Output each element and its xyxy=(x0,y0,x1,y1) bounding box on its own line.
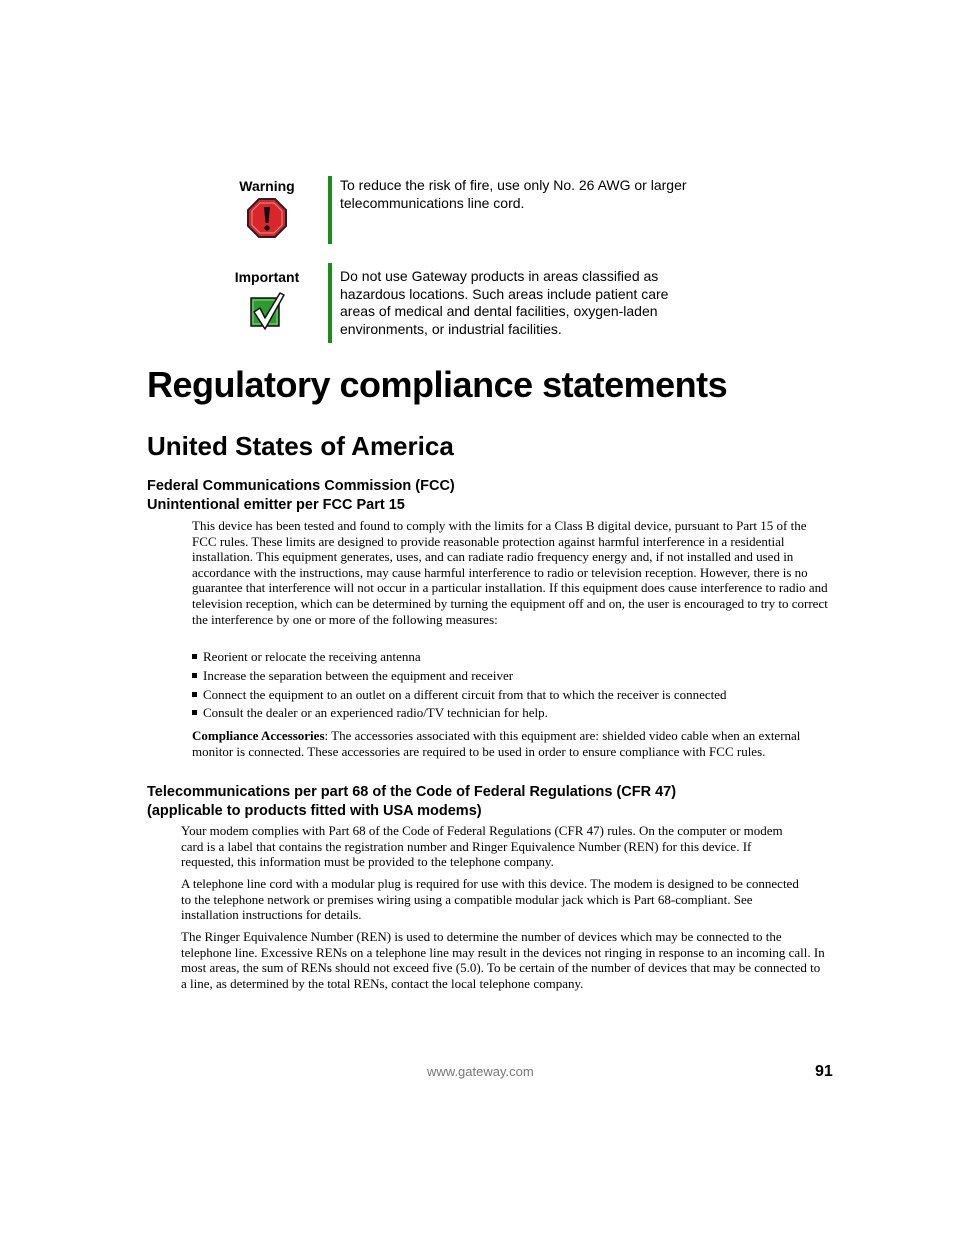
bullet-square-icon xyxy=(192,654,197,659)
telecom-heading-line2: (applicable to products fitted with USA modems) xyxy=(147,803,482,819)
telecom-para-1: Your modem complies with Part 68 of the Code of Federal Regulations (CFR 47) rules. On the computer or modem card is a label that contains the registration number and Ringer Equivalence Number (REN) for this device. If requested, this information must be provided to the telephone company. xyxy=(181,823,783,870)
compliance-accessories-label: Compliance Accessories xyxy=(192,728,325,743)
compliance-accessories xyxy=(192,728,817,759)
warning-stop-icon xyxy=(247,198,287,238)
fcc-heading-line2: Unintentional emitter per FCC Part 15 xyxy=(147,497,405,513)
telecom-heading-line1: Telecommunications per part 68 of the Code of Federal Regulations (CFR 47) xyxy=(147,784,677,800)
list-item-text: Increase the separation between the equipment and receiver xyxy=(203,667,514,683)
bullet-square-icon xyxy=(192,673,197,678)
bullet-square-icon xyxy=(192,692,197,697)
telecom-para-2: A telephone line cord with a modular plug is required for use with this device. The modem is designed to be connected to the telephone network or premises wiring using a compatible modular jack which is Part 68-compliant. See installation instructions for details. xyxy=(181,876,799,923)
list-item xyxy=(192,648,727,667)
compliance-accessories-text: : The accessories associated with this equipment are: shielded video cable when an external monitor is connected. These accessories are required to be used in order to ensure compliance with FCC rules. xyxy=(192,728,801,759)
fcc-measures-list xyxy=(192,648,727,723)
list-item-text: Reorient or relocate the receiving antenna xyxy=(203,649,421,664)
important-text: Do not use Gateway products in areas classified as hazardous locations. Such areas include patient care areas of medical and dental facilities, oxygen-laden environments, or industrial facilities. xyxy=(340,268,669,337)
telecom-heading xyxy=(147,783,676,821)
important-notice xyxy=(230,263,830,345)
bullet-square-icon xyxy=(192,710,197,715)
checkmark-icon xyxy=(247,291,287,331)
list-item-text: Connect the equipment to an outlet on a different circuit from that to which the receiver is connected xyxy=(203,686,727,702)
list-item xyxy=(192,686,727,705)
fcc-body: This device has been tested and found to comply with the limits for a Class B digital device, pursuant to Part 15 of the FCC rules. These limits are designed to provide reasonable protection against harmful interference in a residential installation. This equipment generates, uses, and can radiate radio frequency energy and, if not installed and used in accordance with the instructions, may cause harmful interference to radio or television reception. However, there is no guarantee that interference will not occur in a particular installation. If this equipment does cause interference to radio and television reception, which can be determined by turning the equipment off and on, the user is encouraged to try to correct the interference by one or more of the following measures: xyxy=(192,518,828,627)
important-divider xyxy=(328,263,332,343)
warning-label: Warning xyxy=(239,178,295,194)
section-title: United States of America xyxy=(147,431,454,461)
page-number: 91 xyxy=(815,1063,833,1080)
warning-divider xyxy=(328,176,332,244)
footer-url: www.gateway.com xyxy=(427,1064,534,1079)
telecom-para-3: The Ringer Equivalence Number (REN) is used to determine the number of devices which may be connected to the telephone line. Excessive RENs on a telephone line may result in the devices not ringing in response to an incoming call. In most areas, the sum of RENs should not exceed five (5.0). To be certain of the number of devices that may be connected to a line, as determined by the total RENs, contact the local telephone company. xyxy=(181,929,825,991)
page-title: Regulatory compliance statements xyxy=(147,364,728,405)
warning-text: To reduce the risk of fire, use only No. 26 AWG or larger telecommunications line cord. xyxy=(340,177,687,211)
fcc-heading xyxy=(147,477,455,515)
list-item xyxy=(192,704,727,723)
warning-notice xyxy=(230,176,830,246)
fcc-heading-line1: Federal Communications Commission (FCC) xyxy=(147,478,455,494)
list-item xyxy=(192,667,727,686)
important-label: Important xyxy=(234,269,300,285)
list-item-text: Consult the dealer or an experienced radio/TV technician for help. xyxy=(203,705,548,721)
